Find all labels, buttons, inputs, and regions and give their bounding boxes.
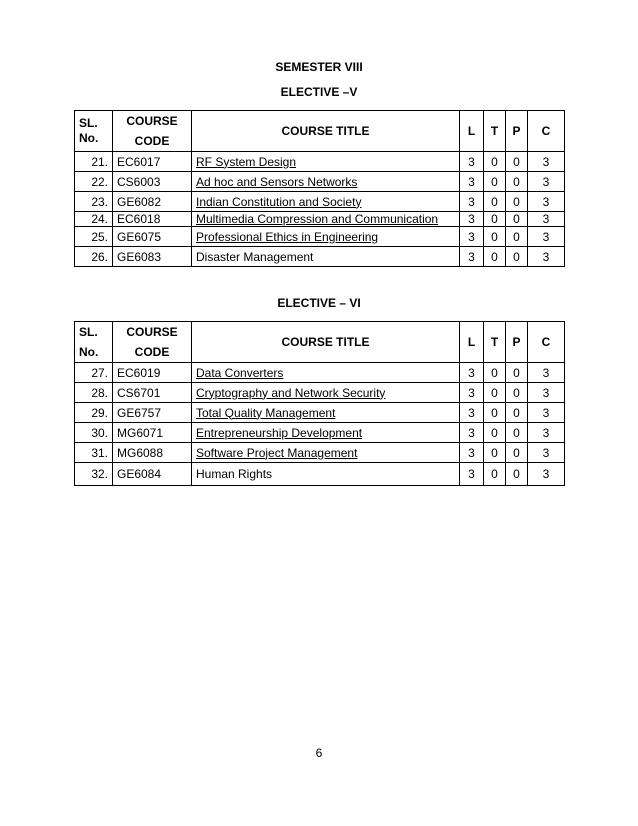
t-cell-text: 0 [491, 154, 498, 169]
c-cell-text: 3 [542, 425, 550, 440]
title-cell [192, 403, 460, 423]
title-cell-text: RF System Design [196, 154, 297, 169]
p-cell-text: 0 [513, 385, 520, 400]
elective-vi-header [75, 322, 565, 363]
t-cell [484, 443, 506, 463]
c-cell [528, 152, 565, 172]
t-cell-text: 0 [491, 212, 498, 226]
l-cell-text: 3 [468, 405, 475, 420]
p-cell [506, 423, 528, 443]
sl-cell [75, 247, 113, 267]
t-cell [484, 247, 506, 267]
p-cell-text: 0 [513, 194, 520, 209]
l-cell-text: 3 [468, 425, 475, 440]
elective-vi-table [74, 321, 565, 486]
sl-cell-text: 23. [91, 194, 108, 209]
title-cell [192, 363, 460, 383]
code-cell-text: GE6084 [117, 467, 162, 481]
sl-header-line1: SL. [79, 325, 98, 339]
code-cell-text: CS6701 [117, 385, 161, 400]
c-cell [528, 463, 565, 486]
sl-header-line2: No. [79, 345, 99, 359]
title-cell-text: Data Converters [196, 365, 284, 380]
p-cell [506, 443, 528, 463]
p-cell [506, 212, 528, 227]
sl-cell-text: 29. [91, 405, 108, 420]
p-cell [506, 463, 528, 486]
sl-cell-text: 21. [91, 154, 108, 169]
title-cell-text: Ad hoc and Sensors Networks [196, 174, 358, 189]
sl-cell [75, 443, 113, 463]
l-cell [460, 227, 484, 247]
t-cell-text: 0 [491, 405, 498, 420]
code-cell [113, 227, 192, 247]
p-cell-text: 0 [513, 212, 520, 226]
c-cell [528, 403, 565, 423]
l-cell-text: 3 [468, 154, 475, 169]
c-cell-text: 3 [542, 249, 550, 264]
title-header: COURSE TITLE [192, 322, 460, 363]
table-row [75, 443, 565, 463]
title-cell [192, 383, 460, 403]
sl-cell [75, 227, 113, 247]
l-cell-text: 3 [468, 445, 475, 460]
t-cell-text: 0 [491, 194, 498, 209]
title-cell [192, 172, 460, 192]
code-cell-text: EC6019 [117, 365, 161, 380]
code-cell [113, 403, 192, 423]
semester-heading: SEMESTER VIII [275, 60, 363, 74]
t-cell [484, 463, 506, 486]
code-cell [113, 247, 192, 267]
page-number: 6 [315, 746, 323, 760]
table-row [75, 403, 565, 423]
t-cell [484, 227, 506, 247]
c-cell-text: 3 [542, 445, 550, 460]
elective-v-heading: ELECTIVE –V [280, 85, 358, 99]
l-cell [460, 423, 484, 443]
code-header [113, 111, 192, 152]
c-header: C [528, 322, 565, 363]
table-row [75, 172, 565, 192]
c-header: C [528, 111, 565, 152]
c-cell [528, 192, 565, 212]
code-cell [113, 363, 192, 383]
code-cell [113, 172, 192, 192]
sl-cell-text: 32. [91, 467, 108, 481]
sl-cell [75, 192, 113, 212]
sl-cell-text: 26. [91, 249, 108, 264]
p-cell-text: 0 [513, 154, 520, 169]
t-cell [484, 192, 506, 212]
title-cell [192, 227, 460, 247]
t-cell [484, 172, 506, 192]
code-header-line2: CODE [134, 345, 170, 359]
sl-cell-text: 25. [91, 229, 108, 244]
l-cell [460, 192, 484, 212]
p-header: P [506, 111, 528, 152]
t-cell [484, 383, 506, 403]
sl-cell-text: 22. [91, 174, 108, 189]
t-cell-text: 0 [491, 467, 498, 481]
title-cell [192, 152, 460, 172]
c-cell-text: 3 [542, 154, 550, 169]
l-cell [460, 383, 484, 403]
title-cell-text: Software Project Management [196, 445, 358, 460]
sl-cell-text: 31. [91, 445, 108, 460]
sl-header-line2: No. [79, 131, 99, 145]
l-cell-text: 3 [468, 385, 475, 400]
c-cell [528, 247, 565, 267]
c-cell-text: 3 [542, 365, 550, 380]
c-cell [528, 212, 565, 227]
t-cell-text: 0 [491, 229, 498, 244]
p-cell [506, 403, 528, 423]
sl-cell [75, 463, 113, 486]
elective-vi-body [75, 363, 565, 486]
title-cell [192, 247, 460, 267]
title-cell [192, 212, 460, 227]
p-header: P [506, 322, 528, 363]
sl-cell [75, 363, 113, 383]
t-cell-text: 0 [491, 365, 498, 380]
t-cell-text: 0 [491, 174, 498, 189]
title-cell [192, 192, 460, 212]
title-cell-text: Human Rights [196, 467, 273, 481]
l-cell-text: 3 [468, 249, 475, 264]
p-cell-text: 0 [513, 445, 520, 460]
table-row [75, 463, 565, 486]
title-cell-text: Multimedia Compression and Communication [196, 212, 439, 226]
l-cell-text: 3 [468, 229, 475, 244]
p-cell [506, 383, 528, 403]
t-cell [484, 212, 506, 227]
sl-header [75, 111, 113, 152]
l-cell-text: 3 [468, 467, 475, 481]
p-cell [506, 247, 528, 267]
t-cell [484, 363, 506, 383]
c-cell-text: 3 [542, 194, 550, 209]
p-cell [506, 172, 528, 192]
table-row [75, 212, 565, 227]
p-cell [506, 227, 528, 247]
sl-cell-text: 28. [91, 385, 108, 400]
c-cell [528, 443, 565, 463]
table-row [75, 152, 565, 172]
code-cell-text: GE6082 [117, 194, 162, 209]
p-cell [506, 363, 528, 383]
code-cell-text: CS6003 [117, 174, 161, 189]
p-cell [506, 192, 528, 212]
l-cell [460, 152, 484, 172]
code-cell [113, 383, 192, 403]
l-cell [460, 443, 484, 463]
c-cell-text: 3 [542, 229, 550, 244]
table-row [75, 247, 565, 267]
c-cell-text: 3 [542, 405, 550, 420]
t-cell-text: 0 [491, 445, 498, 460]
c-cell [528, 227, 565, 247]
code-cell [113, 463, 192, 486]
code-cell-text: GE6083 [117, 249, 162, 264]
title-cell [192, 423, 460, 443]
title-cell-text: Disaster Management [196, 249, 314, 264]
sl-cell [75, 212, 113, 227]
title-cell-text: Indian Constitution and Society [196, 194, 362, 209]
l-cell [460, 363, 484, 383]
l-header: L [460, 111, 484, 152]
elective-v-body [75, 152, 565, 267]
title-cell-text: Total Quality Management [196, 405, 336, 420]
code-header-line1: COURSE [126, 325, 178, 339]
code-cell-text: GE6757 [117, 405, 162, 420]
p-cell-text: 0 [513, 405, 520, 420]
table-row [75, 423, 565, 443]
code-cell [113, 443, 192, 463]
l-cell-text: 3 [468, 365, 475, 380]
c-cell [528, 423, 565, 443]
elective-v-header [75, 111, 565, 152]
l-cell-text: 3 [468, 212, 475, 226]
sl-cell [75, 383, 113, 403]
sl-cell-text: 30. [91, 425, 108, 440]
code-cell-text: MG6088 [117, 445, 164, 460]
sl-header-line1: SL. [79, 116, 98, 130]
t-cell [484, 423, 506, 443]
title-cell [192, 463, 460, 486]
sl-cell [75, 423, 113, 443]
title-cell-text: Cryptography and Network Security [196, 385, 386, 400]
title-cell [192, 443, 460, 463]
t-cell [484, 403, 506, 423]
table-row [75, 227, 565, 247]
code-cell-text: MG6071 [117, 425, 164, 440]
t-cell-text: 0 [491, 249, 498, 264]
code-cell-text: GE6075 [117, 229, 162, 244]
l-cell [460, 403, 484, 423]
elective-v-table [74, 110, 565, 267]
p-cell-text: 0 [513, 365, 520, 380]
t-cell-text: 0 [491, 425, 498, 440]
elective-vi-heading: ELECTIVE – VI [277, 296, 361, 310]
c-cell [528, 363, 565, 383]
code-header-line2: CODE [134, 134, 170, 148]
code-cell [113, 152, 192, 172]
code-header-line1: COURSE [126, 114, 178, 128]
l-cell [460, 212, 484, 227]
title-cell-text: Entrepreneurship Development [196, 425, 363, 440]
code-cell-text: EC6017 [117, 154, 161, 169]
code-cell [113, 212, 192, 227]
l-cell [460, 463, 484, 486]
p-cell-text: 0 [513, 249, 520, 264]
sl-cell [75, 403, 113, 423]
l-cell [460, 247, 484, 267]
c-cell-text: 3 [542, 467, 550, 481]
sl-cell-text: 27. [91, 365, 108, 380]
table-row [75, 363, 565, 383]
p-cell-text: 0 [513, 425, 520, 440]
p-cell-text: 0 [513, 174, 520, 189]
table-row [75, 192, 565, 212]
t-header: T [484, 111, 506, 152]
c-cell-text: 3 [542, 174, 550, 189]
p-cell [506, 152, 528, 172]
l-header: L [460, 322, 484, 363]
title-cell-text: Professional Ethics in Engineering [196, 229, 379, 244]
sl-cell [75, 152, 113, 172]
t-cell [484, 152, 506, 172]
l-cell-text: 3 [468, 194, 475, 209]
sl-cell-text: 24. [91, 212, 108, 226]
c-cell-text: 3 [542, 385, 550, 400]
c-cell-text: 3 [542, 212, 550, 226]
p-cell-text: 0 [513, 467, 520, 481]
table-row [75, 383, 565, 403]
sl-header [75, 322, 113, 363]
l-cell [460, 172, 484, 192]
title-header: COURSE TITLE [192, 111, 460, 152]
l-cell-text: 3 [468, 174, 475, 189]
code-cell [113, 423, 192, 443]
code-cell-text: EC6018 [117, 212, 161, 226]
c-cell [528, 172, 565, 192]
t-header: T [484, 322, 506, 363]
sl-cell [75, 172, 113, 192]
code-cell [113, 192, 192, 212]
p-cell-text: 0 [513, 229, 520, 244]
c-cell [528, 383, 565, 403]
t-cell-text: 0 [491, 385, 498, 400]
code-header [113, 322, 192, 363]
